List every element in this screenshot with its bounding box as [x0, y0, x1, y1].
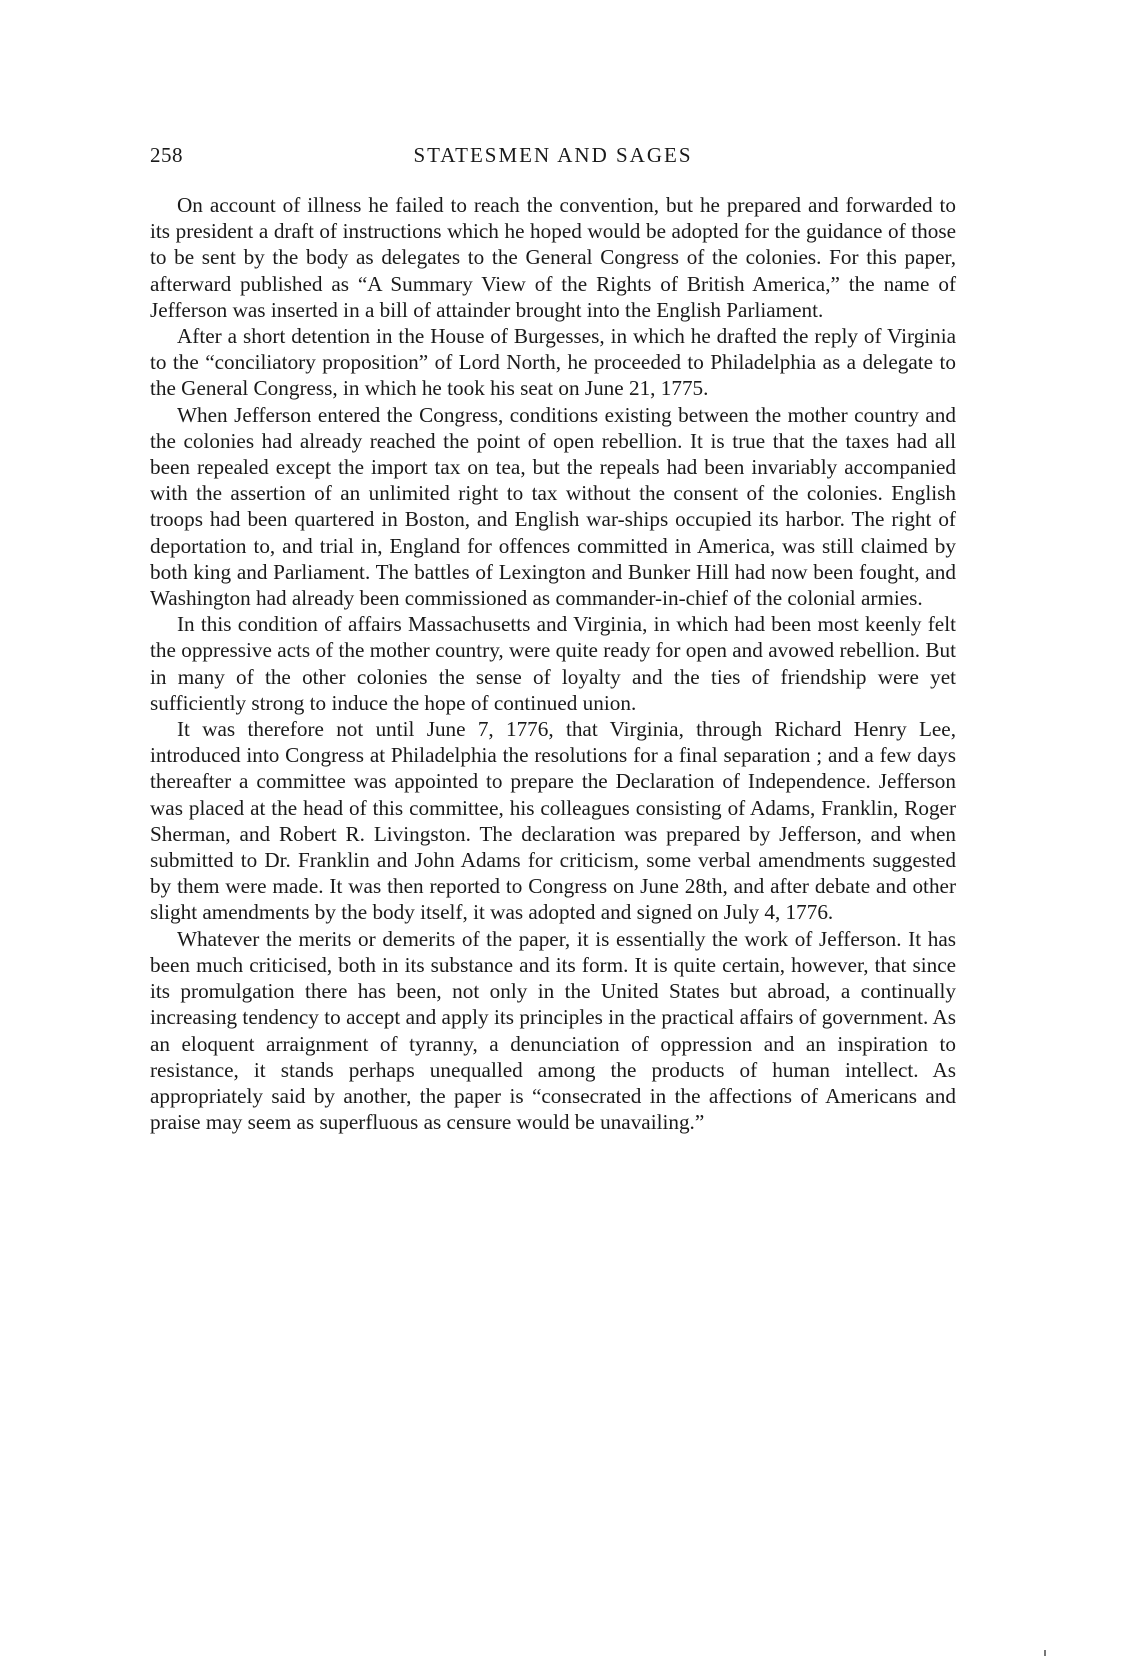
page-number: 258: [150, 143, 183, 167]
running-head: [150, 143, 956, 171]
body-text: [150, 192, 956, 1135]
paragraph-massachusetts-virginia: In this condition of affairs Massachusetts and Virginia, in which had been most keenly felt the oppressive acts of the mother country, were quite ready for open and avowed rebellion. But in many of the other colonies the sense of loyalty and the ties of friendship were yet sufficiently strong to induce the hope of continued union.: [150, 612, 956, 715]
scan-edge-mark: [1044, 1650, 1046, 1656]
running-title: STATESMEN AND SAGES: [413, 143, 693, 167]
paragraph-house-of-burgesses: After a short detention in the House of Burgesses, in which he drafted the reply of Virginia to the “conciliatory proposition” of Lord North, he proceeded to Philadelphia as a delegate to the General Congress, in which he took his seat on June 21, 1775.: [150, 324, 956, 401]
paragraph-declaration-committee: It was therefore not until June 7, 1776, that Virginia, through Richard Henry Lee, introduced into Congress at Philadelphia the resolutions for a final separation ; and a few days thereafter a committee was appointed to prepare the Declaration of Independence. Jefferson was placed at the head of this committee, his colleagues consisting of Adams, Franklin, Roger Sherman, and Robert R. Livingston. The declaration was prepared by Jefferson, and when submitted to Dr. Franklin and John Adams for criticism, some verbal amendments suggested by them were made. It was then reported to Congress on June 28th, and after debate and other slight amendments by the body itself, it was adopted and signed on July 4, 1776.: [150, 717, 956, 925]
paragraph-open-rebellion: When Jefferson entered the Congress, conditions existing between the mother country and the colonies had already reached the point of open rebellion. It is true that the taxes had all been repealed except the import tax on tea, but the repeals had been invariably accompanied with the assertion of an unlimited right to tax without the consent of the colonies. English troops had been quartered in Boston, and English war-ships occupied its harbor. The right of deportation to, and trial in, England for offences committed in America, was still claimed by both king and Parliament. The battles of Lexington and Bunker Hill had now been fought, and Washington had already been commissioned as commander-in-chief of the colonial armies.: [150, 402, 956, 611]
paragraph-merits-of-paper: Whatever the merits or demerits of the paper, it is essentially the work of Jefferson. It has been much criticised, both in its substance and its form. It is quite certain, however, that since its promulgation there has been, not only in the United States but abroad, a continually increasing tendency to accept and apply its principles in the practical affairs of government. As an eloquent arraignment of tyranny, a denunciation of oppression and an inspiration to resistance, it stands perhaps unequalled among the products of human intellect. As appropriately said by another, the paper is “consecrated in the affections of Americans and praise may seem as superfluous as censure would be unavailing.”: [150, 926, 956, 1135]
paragraph-convention-draft: On account of illness he failed to reach the convention, but he prepared and forwarded to its president a draft of instructions which he hoped would be adopted for the guidance of those to be sent by the body as delegates to the General Congress of the colonies. For this paper, afterward published as “A Summary View of the Rights of British America,” the name of Jefferson was inserted in a bill of attainder brought into the English Parliament.: [150, 193, 956, 322]
